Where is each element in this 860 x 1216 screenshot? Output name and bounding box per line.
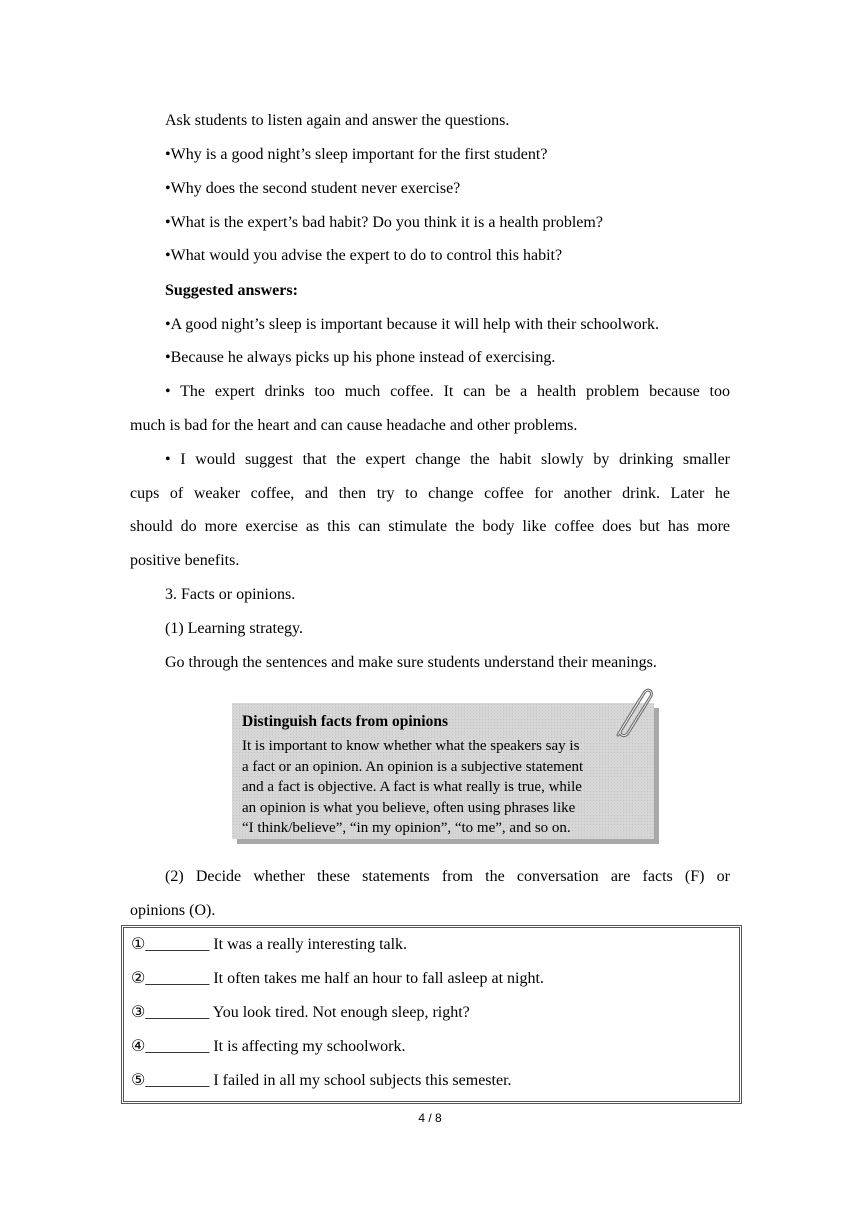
answer-2: •Because he always picks up his phone instead of exercising. <box>165 349 556 366</box>
statement-2: ②________ It often takes me half an hour to fall asleep at night. <box>131 970 544 987</box>
statement-3: ③________ You look tired. Not enough sleep, right? <box>131 1004 470 1021</box>
question-1: •Why is a good night’s sleep important for the first student? <box>165 146 548 163</box>
question-2: •Why does the second student never exercise? <box>165 180 461 197</box>
answer-4-line-3: should do more exercise as this can stimulate the body like coffee does but has more <box>130 518 730 535</box>
question-3: •What is the expert’s bad habit? Do you think it is a health problem? <box>165 214 603 231</box>
figure-line: a fact or an opinion. An opinion is a subjective statement <box>242 758 584 775</box>
figure-body <box>242 736 640 839</box>
intro-text: Ask students to listen again and answer the questions. <box>165 112 510 129</box>
figure-title: Distinguish facts from opinions <box>242 713 448 730</box>
learning-strategy-figure <box>224 683 668 851</box>
instruction-text: Go through the sentences and make sure students understand their meanings. <box>165 654 657 671</box>
paperclip-icon <box>604 683 656 743</box>
figure-line: It is important to know whether what the speakers say is <box>242 738 580 754</box>
decide-instruction-line-1: (2) Decide whether these statements from the conversation are facts (F) or <box>165 868 730 885</box>
statement-1: ①________ It was a really interesting talk. <box>131 936 408 953</box>
figure-line: an opinion is what you believe, often using phrases like <box>242 799 576 816</box>
page-number: 4 / 8 <box>418 1111 442 1125</box>
answer-1: •A good night’s sleep is important because it will help with their schoolwork. <box>165 316 659 333</box>
statement-4: ④________ It is affecting my schoolwork. <box>131 1038 406 1055</box>
learning-strategy-heading: (1) Learning strategy. <box>165 620 304 637</box>
answer-4-line-2: cups of weaker coffee, and then try to change coffee for another drink. Later he <box>130 485 730 502</box>
decide-instruction-line-2: opinions (O). <box>130 902 216 919</box>
statement-5: ⑤________ I failed in all my school subjects this semester. <box>131 1072 512 1089</box>
answer-4-line-4: positive benefits. <box>130 552 240 569</box>
statements-box <box>121 925 742 1104</box>
answer-4-line-1: • I would suggest that the expert change the habit slowly by drinking smaller <box>165 451 730 468</box>
figure-line: and a fact is objective. A fact is what really is true, while <box>242 779 582 795</box>
figure-line: “I think/believe”, “in my opinion”, “to me”, and so on. <box>242 820 571 836</box>
section-3-heading: 3. Facts or opinions. <box>165 586 296 603</box>
answer-3-line-1: • The expert drinks too much coffee. It can be a health problem because too <box>165 383 730 400</box>
answer-3-line-2: much is bad for the heart and can cause headache and other problems. <box>130 417 578 434</box>
question-4: •What would you advise the expert to do to control this habit? <box>165 247 563 264</box>
suggested-answers-heading: Suggested answers: <box>165 282 298 299</box>
